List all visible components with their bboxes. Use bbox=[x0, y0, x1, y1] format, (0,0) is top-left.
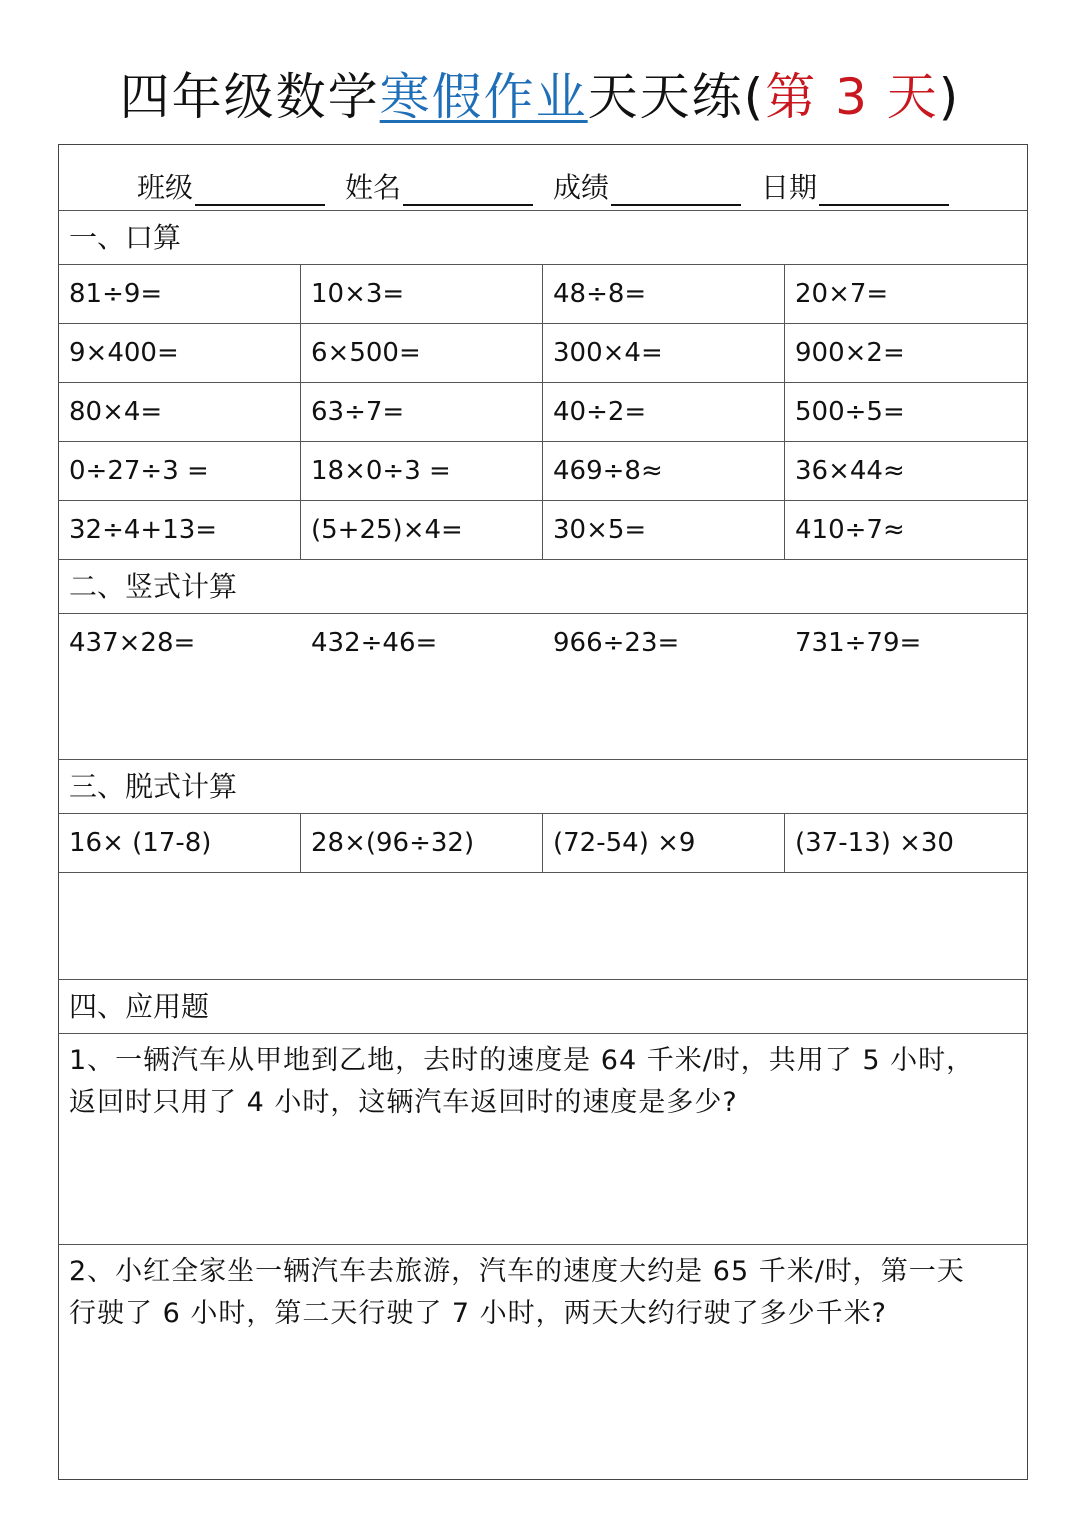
stepwise-row bbox=[59, 814, 1027, 873]
section-application-heading: 四、应用题 bbox=[59, 980, 1027, 1034]
oral-cell: 469÷8≈ bbox=[543, 442, 785, 500]
oral-cell: 63÷7= bbox=[301, 383, 543, 441]
name-label: 姓名 bbox=[344, 171, 401, 204]
oral-row bbox=[59, 265, 1027, 324]
oral-cell: 10×3= bbox=[301, 265, 543, 323]
problem-1-line-2: 返回时只用了 4 小时，这辆汽车返回时的速度是多少? bbox=[69, 1087, 738, 1118]
oral-row bbox=[59, 383, 1027, 442]
title-holiday-homework: 寒假作业 bbox=[379, 68, 588, 126]
class-blank[interactable] bbox=[195, 174, 325, 206]
score-blank[interactable] bbox=[611, 174, 741, 206]
oral-cell: 410÷7≈ bbox=[795, 515, 905, 545]
oral-cell: 36×44≈ bbox=[795, 456, 905, 486]
problem-1-line-1: 1、一辆汽车从甲地到乙地，去时的速度是 64 千米/时，共用了 5 小时， bbox=[69, 1045, 975, 1076]
stepwise-item: (72-54) ×9 bbox=[543, 814, 785, 872]
date-blank[interactable] bbox=[819, 174, 949, 206]
vertical-item: 731÷79= bbox=[795, 628, 922, 658]
title-close-paren: ) bbox=[938, 68, 961, 126]
score-field[interactable] bbox=[553, 166, 741, 206]
info-row bbox=[59, 145, 1027, 211]
stepwise-item: 28×(96÷32) bbox=[301, 814, 543, 872]
problem-2-line-2: 行驶了 6 小时，第二天行驶了 7 小时，两天大约行驶了多少千米? bbox=[69, 1298, 888, 1329]
oral-row bbox=[59, 501, 1027, 560]
oral-cell: 900×2= bbox=[795, 338, 905, 368]
oral-cell: 9×400= bbox=[59, 324, 301, 382]
oral-row bbox=[59, 442, 1027, 501]
oral-cell: (5+25)×4= bbox=[301, 501, 543, 559]
oral-cell: 6×500= bbox=[301, 324, 543, 382]
oral-cell: 40÷2= bbox=[543, 383, 785, 441]
date-label: 日期 bbox=[761, 171, 818, 204]
stepwise-item: (37-13) ×30 bbox=[795, 828, 954, 858]
application-problem-2[interactable] bbox=[59, 1245, 1027, 1478]
oral-cell: 20×7= bbox=[795, 279, 889, 309]
oral-cell: 300×4= bbox=[543, 324, 785, 382]
section-stepwise-heading: 三、脱式计算 bbox=[59, 760, 1027, 814]
vertical-item: 966÷23= bbox=[553, 628, 680, 658]
vertical-item: 437×28= bbox=[69, 628, 196, 658]
oral-cell: 32÷4+13= bbox=[59, 501, 301, 559]
title-grade: 四年级数学 bbox=[119, 68, 380, 126]
application-problem-1[interactable] bbox=[59, 1034, 1027, 1245]
name-field[interactable] bbox=[345, 166, 533, 206]
oral-cell: 80×4= bbox=[59, 383, 301, 441]
oral-cell: 30×5= bbox=[543, 501, 785, 559]
oral-cell: 81÷9= bbox=[59, 265, 301, 323]
score-label: 成绩 bbox=[553, 171, 610, 204]
section-oral-heading: 一、口算 bbox=[59, 211, 1027, 265]
class-label: 班级 bbox=[136, 171, 193, 204]
class-field[interactable] bbox=[137, 166, 325, 206]
oral-row bbox=[59, 324, 1027, 383]
stepwise-work-area[interactable] bbox=[59, 873, 1027, 980]
oral-cell: 18×0÷3 = bbox=[301, 442, 543, 500]
page-title bbox=[0, 62, 1080, 132]
vertical-work-area[interactable] bbox=[59, 614, 1027, 760]
stepwise-item: 16× (17-8) bbox=[59, 814, 301, 872]
date-field[interactable] bbox=[761, 166, 949, 206]
vertical-item: 432÷46= bbox=[311, 628, 438, 658]
oral-cell: 500÷5= bbox=[795, 397, 905, 427]
name-blank[interactable] bbox=[403, 174, 533, 206]
problem-2-line-1: 2、小红全家坐一辆汽车去旅游，汽车的速度大约是 65 千米/时，第一天 bbox=[69, 1256, 965, 1287]
title-day-number: 第 3 天 bbox=[765, 68, 939, 126]
title-daily-practice: 天天练( bbox=[587, 68, 766, 126]
oral-cell: 48÷8= bbox=[543, 265, 785, 323]
section-vertical-heading: 二、竖式计算 bbox=[59, 560, 1027, 614]
worksheet bbox=[58, 144, 1028, 1480]
oral-cell: 0÷27÷3 = bbox=[59, 442, 301, 500]
